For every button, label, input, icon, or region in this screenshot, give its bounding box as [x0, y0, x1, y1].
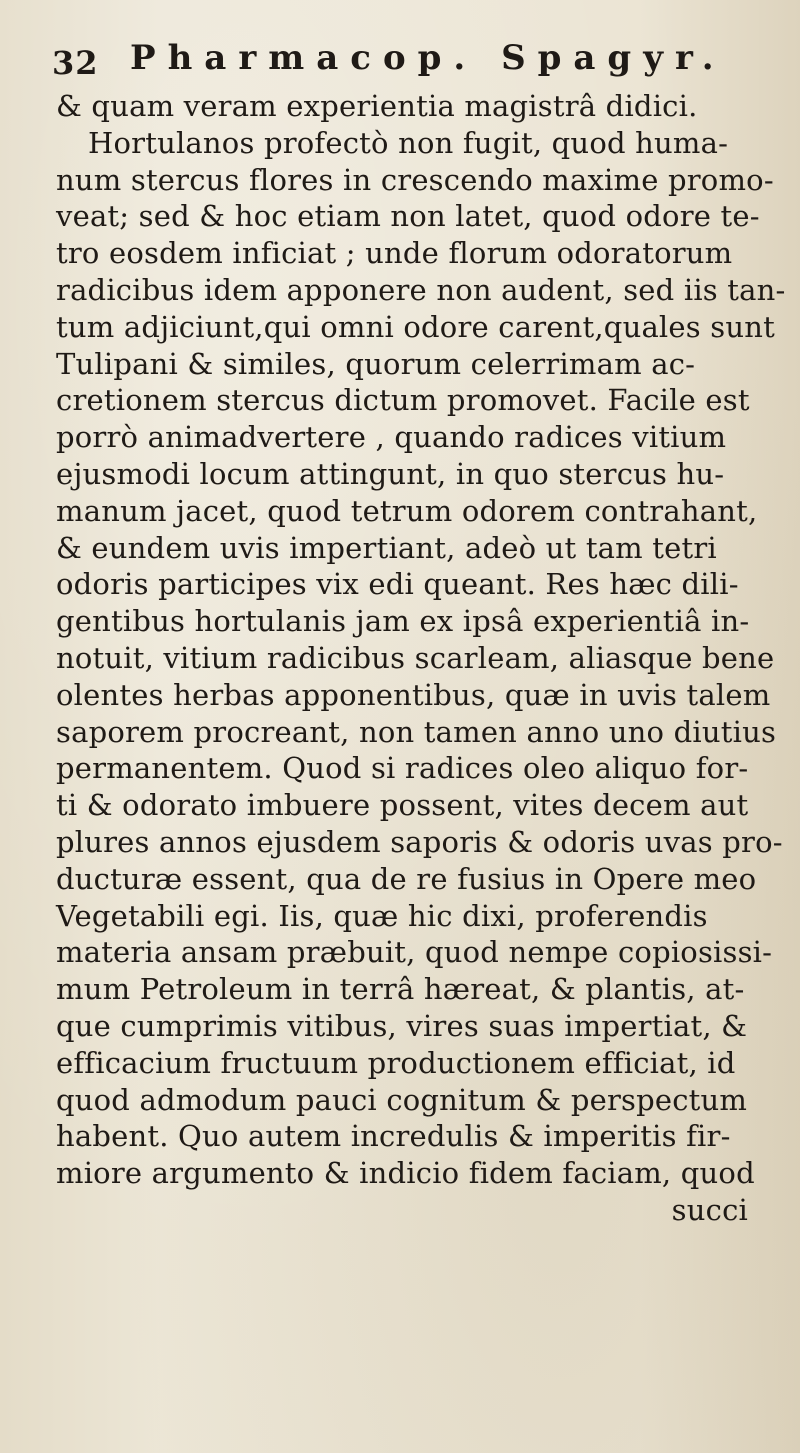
text-line: habent. Quo autem incredulis & imperitis fir- — [56, 1119, 731, 1154]
text-line: que cumprimis vitibus, vires suas impertiat, & — [56, 1008, 748, 1043]
text-line: odoris participes vix edi queant. Res hæc dili- — [56, 567, 739, 602]
text-line: Hortulanos profectò non fugit, quod huma- — [88, 125, 729, 160]
text-line: miore argumento & indicio fidem faciam, quod — [56, 1156, 755, 1191]
page-number: 32 — [52, 44, 99, 82]
text-line: quod admodum pauci cognitum & perspectum — [56, 1082, 748, 1117]
text-line: ducturæ essent, qua de re fusius in Opere meo — [56, 861, 757, 896]
text-line: efficacium fructuum productionem efficiat, id — [56, 1045, 736, 1080]
text-line: manum jacet, quod tetrum odorem contrahant, — [56, 493, 758, 528]
text-line: ti & odorato imbuere possent, vites decem aut — [56, 788, 749, 823]
text-line: radicibus idem apponere non audent, sed iis tan- — [56, 272, 786, 307]
text-line: veat; sed & hoc etiam non latet, quod odore te- — [56, 199, 760, 234]
text-line: & quam veram experientia magistrâ didici. — [56, 89, 698, 123]
text-line: permanentem. Quod si radices oleo aliquo for- — [56, 751, 749, 786]
text-line: porrò animadvertere , quando radices vitium — [56, 420, 727, 455]
text-line: olentes herbas apponentibus, quæ in uvis talem — [56, 677, 771, 712]
text-line: notuit, vitium radicibus scarleam, aliasque bene — [56, 640, 775, 675]
body-text — [56, 88, 786, 1229]
text-line: saporem procreant, non tamen anno uno diutius — [56, 714, 777, 749]
text-line: tum adjiciunt,qui omni odore carent,quales sunt — [56, 309, 775, 344]
text-line: mum Petroleum in terrâ hæreat, & plantis, at- — [56, 972, 745, 1007]
text-line: & eundem uvis impertiant, adeò ut tam tetri — [56, 530, 717, 565]
text-line: ejusmodi locum attingunt, in quo stercus hu- — [56, 456, 725, 491]
text-line: num stercus flores in crescendo maxime promo- — [56, 162, 774, 197]
text-line: tro eosdem inficiat ; unde florum odoratorum — [56, 236, 733, 271]
text-line: cretionem stercus dictum promovet. Facile est — [56, 383, 750, 418]
text-line: Vegetabili egi. Iis, quæ hic dixi, proferendis — [56, 898, 708, 933]
text-line: materia ansam præbuit, quod nempe copiosissi- — [56, 935, 773, 970]
running-head: Pharmacop. Spagyr. — [130, 38, 726, 78]
catchword: succi — [671, 1192, 748, 1227]
text-line: gentibus hortulanis jam ex ipsâ experientiâ in- — [56, 604, 750, 639]
text-line: plures annos ejusdem saporis & odoris uvas pro- — [56, 824, 783, 859]
text-line: Tulipani & similes, quorum celerrimam ac- — [56, 346, 696, 381]
